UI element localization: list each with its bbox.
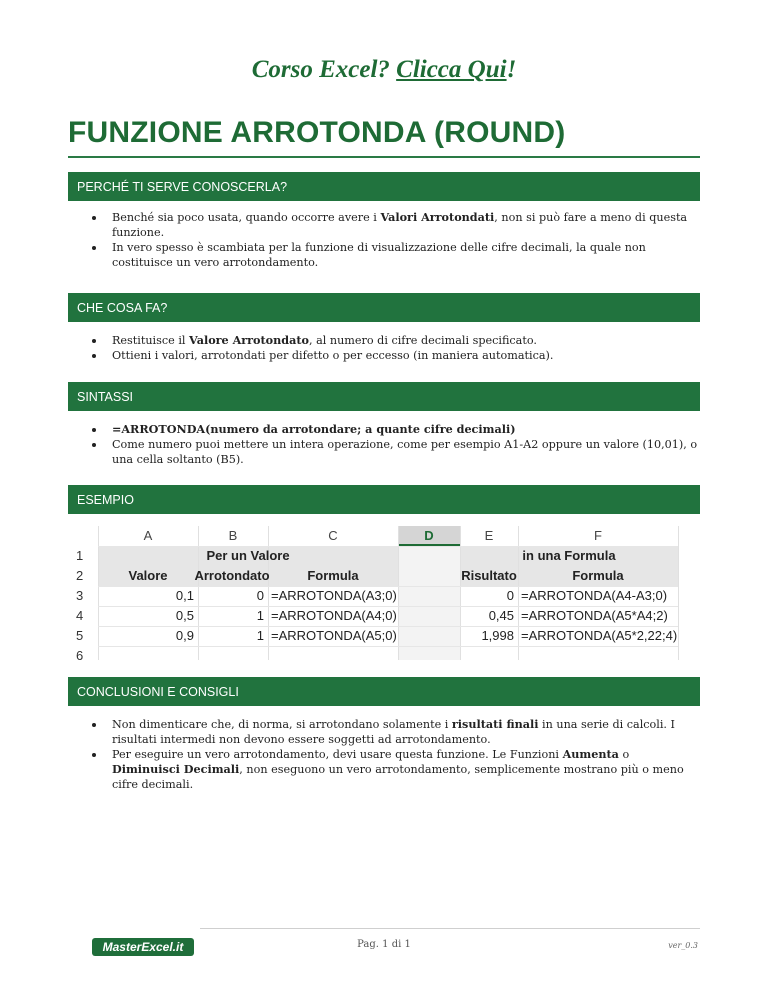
cell-e3[interactable]: 0	[506, 588, 514, 603]
text: Benché sia poco usata, quando occorre avere i	[112, 211, 381, 224]
cell-b5[interactable]: 1	[256, 628, 264, 643]
cell-c5[interactable]: =ARROTONDA(A5;0)	[271, 628, 397, 643]
column-header-c[interactable]: C	[328, 528, 338, 543]
spreadsheet-example	[68, 526, 680, 663]
text: in una serie di calcoli. I risultati intermedi non devono essere soggetti ad arrotondamento.	[112, 718, 675, 746]
bold-text: Valore Arrotondato	[189, 333, 309, 347]
row-number[interactable]: 1	[76, 548, 84, 563]
page-title: FUNZIONE ARROTONDA (ROUND)	[68, 116, 566, 149]
label-formula-2: Formula	[572, 568, 624, 583]
column-header-d[interactable]: D	[424, 528, 434, 543]
list-why	[92, 210, 698, 270]
row-number[interactable]: 6	[76, 648, 84, 663]
promo-text: Corso Excel?	[251, 56, 397, 83]
list-item	[92, 210, 698, 240]
bold-text: Aumenta	[562, 747, 619, 761]
list-syntax	[92, 422, 698, 467]
title-divider	[68, 156, 700, 158]
promo-link[interactable]: Clicca Qui	[396, 56, 507, 83]
text: Non dimenticare che, di norma, si arrotondano solamente i	[112, 718, 452, 731]
label-valore: Valore	[128, 568, 168, 583]
label-arrotondato: Arrotondato	[194, 568, 270, 583]
section-heading-why: PERCHÉ TI SERVE CONOSCERLA?	[68, 172, 700, 201]
promo-line	[0, 56, 768, 84]
grid-line	[98, 646, 678, 647]
list-what	[92, 333, 698, 363]
list-conclusions	[92, 717, 698, 792]
text: Per eseguire un vero arrotondamento, devi usare questa funzione. Le Funzioni	[112, 748, 563, 761]
list-item: Come numero puoi mettere un intera operazione, come per esempio A1-A2 oppure un valore (10,01), o una cella soltanto (B5).	[92, 437, 698, 467]
cell-f3[interactable]: =ARROTONDA(A4-A3;0)	[521, 588, 668, 603]
text: , non si può fare a meno di questa funzione.	[112, 211, 688, 239]
list-item	[92, 422, 698, 437]
header-in-una-formula: in una Formula	[522, 548, 616, 563]
version-label: ver_0.3	[668, 941, 698, 950]
list-item	[92, 717, 698, 747]
label-formula: Formula	[307, 568, 359, 583]
text: Restituisce il	[112, 334, 190, 347]
column-header-f[interactable]: F	[594, 528, 602, 543]
promo-end: !	[506, 56, 517, 83]
cell-e4[interactable]: 0,45	[488, 608, 514, 623]
column-header-e[interactable]: E	[484, 528, 494, 543]
list-item: In vero spesso è scambiata per la funzione di visualizzazione delle cifre decimali, la quale non costituisce un vero arrotondamento.	[92, 240, 698, 270]
header-per-un-valore: Per un Valore	[206, 548, 290, 563]
grid-line	[678, 526, 679, 660]
page-number: Pag. 1 di 1	[357, 939, 411, 950]
cell-c3[interactable]: =ARROTONDA(A3;0)	[271, 588, 397, 603]
cell-b4[interactable]: 1	[256, 608, 264, 623]
label-risultato: Risultato	[461, 568, 517, 583]
cell-f5[interactable]: =ARROTONDA(A5*2,22;4)	[521, 628, 678, 643]
bold-text: risultati finali	[451, 717, 539, 731]
list-item	[92, 333, 698, 348]
cell-a5[interactable]: 0,9	[175, 628, 194, 643]
text: o	[618, 748, 630, 761]
selected-column-body	[398, 546, 460, 660]
text: , non eseguono un vero arrotondamento, semplicemente mostrano più o meno cifre decimali.	[112, 763, 684, 791]
cell-a3[interactable]: 0,1	[175, 588, 194, 603]
row-number[interactable]: 2	[76, 568, 84, 583]
section-heading-example: ESEMPIO	[68, 485, 700, 514]
column-header-a[interactable]: A	[143, 528, 153, 543]
text: , al numero di cifre decimali specificato.	[308, 334, 537, 347]
column-header-b[interactable]: B	[228, 528, 238, 543]
cell-f4[interactable]: =ARROTONDA(A5*A4;2)	[521, 608, 668, 623]
bold-text: Valori Arrotondati	[380, 210, 495, 224]
row-number[interactable]: 3	[76, 588, 84, 603]
bold-text: Diminuisci Decimali	[112, 762, 240, 776]
masterexcel-logo: MasterExcel.it	[92, 938, 194, 956]
list-item: Ottieni i valori, arrotondati per difetto o per eccesso (in maniera automatica).	[92, 348, 698, 363]
section-heading-conclusions: CONCLUSIONI E CONSIGLI	[68, 677, 700, 706]
cell-c4[interactable]: =ARROTONDA(A4;0)	[271, 608, 397, 623]
bold-text: =ARROTONDA(numero da arrotondare; a quante cifre decimali)	[112, 422, 516, 436]
cell-b3[interactable]: 0	[256, 588, 264, 603]
row-number[interactable]: 5	[76, 628, 84, 643]
row-number[interactable]: 4	[76, 608, 84, 623]
section-heading-what: CHE COSA FA?	[68, 293, 700, 322]
footer-divider	[200, 928, 700, 929]
section-heading-syntax: SINTASSI	[68, 382, 700, 411]
cell-e5[interactable]: 1,998	[481, 628, 514, 643]
cell-a4[interactable]: 0,5	[175, 608, 194, 623]
list-item	[92, 747, 698, 792]
